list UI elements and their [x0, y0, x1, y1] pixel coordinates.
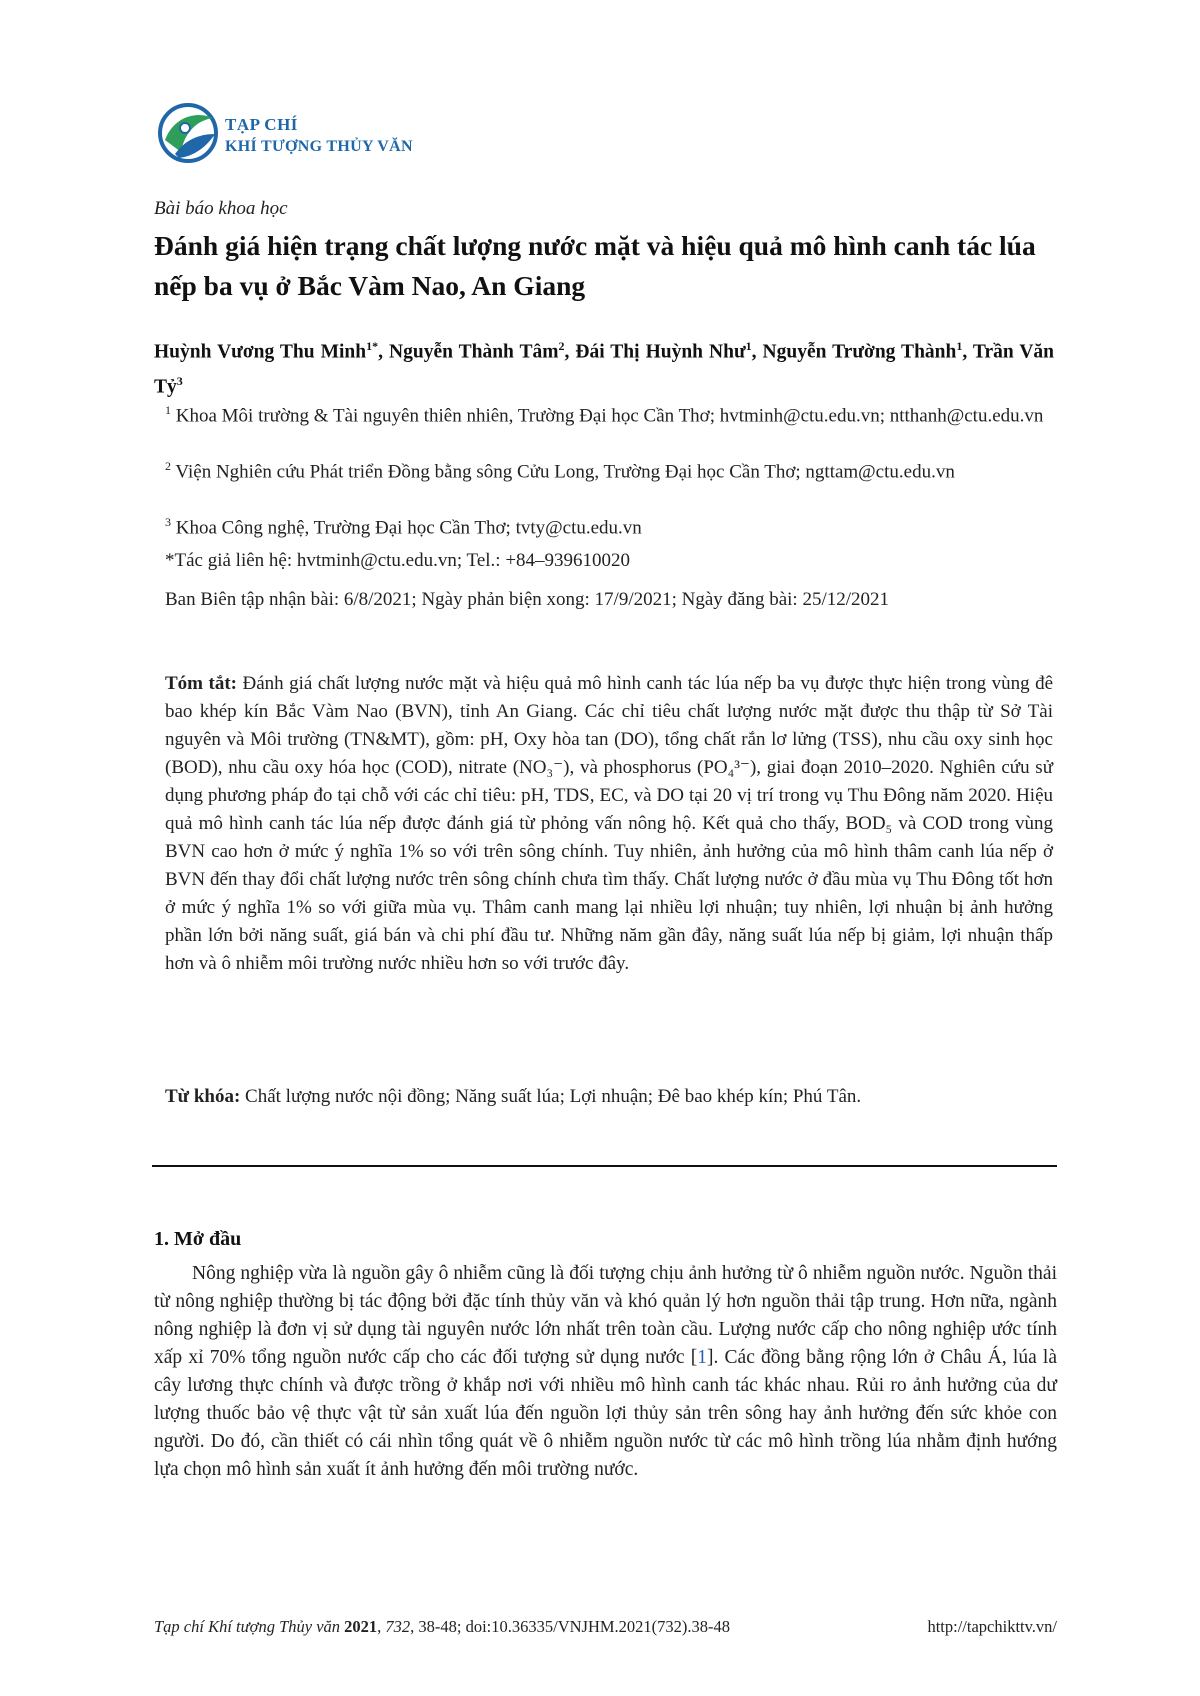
- author-affil-mark: 1: [956, 339, 963, 353]
- corresponding-author: *Tác giả liên hệ: hvtminh@ctu.edu.vn; Tel.: +84–939610020: [165, 550, 631, 571]
- affiliation-number: 3: [165, 515, 171, 529]
- section-divider: [152, 1165, 1057, 1167]
- author-affil-mark: 2: [558, 339, 565, 353]
- journal-name: [225, 114, 413, 158]
- intro-paragraph: [154, 1260, 1057, 1484]
- affiliation-text: Viện Nghiên cứu Phát triển Đồng bằng sông Cửu Long, Trường Đại học Cần Thơ; ngttam@ctu.edu.vn: [171, 461, 955, 483]
- author-name: Nguyễn Thành Tâm: [389, 341, 559, 363]
- footer-year: 2021: [344, 1617, 378, 1636]
- author-name: Trần Văn Tỷ: [154, 341, 1055, 397]
- journal-name-line2: KHÍ TƯỢNG THỦY VĂN: [225, 138, 413, 155]
- page-footer: Tạp chí Khí tượng Thủy văn 2021, 732, 38-48; doi:10.36335/VNJHM.2021(732).38-48 http://tapchikttv.vn/: [154, 1617, 1057, 1636]
- author-list: [154, 332, 1054, 401]
- author-sep: ,: [962, 341, 973, 363]
- keywords-label: Từ khóa:: [165, 1086, 241, 1107]
- globe-leaf-icon: [155, 100, 221, 166]
- affiliation-1: [165, 397, 1045, 429]
- paper-title: Đánh giá hiện trạng chất lượng nước mặt và hiệu quả mô hình canh tác lúa nếp ba vụ ở Bắc Vàm Nao, An Giang: [154, 230, 1036, 301]
- affiliation-3: [165, 509, 1045, 541]
- affiliation-text: Khoa Công nghệ, Trường Đại học Cần Thơ; tvty@ctu.edu.vn: [171, 517, 642, 539]
- author-sep: ,: [564, 341, 576, 363]
- affiliation-number: 2: [165, 459, 171, 473]
- keywords-text: Chất lượng nước nội đồng; Năng suất lúa; Lợi nhuận; Đê bao khép kín; Phú Tân.: [240, 1086, 862, 1107]
- abstract-text: Đánh giá chất lượng nước mặt và hiệu quả mô hình canh tác lúa nếp ba vụ được thực hiện trong vùng đê bao khép kín Bắc Vàm Nao (BVN), tỉnh An Giang. Các chỉ tiêu chất lượng nước mặt được thu thập từ Sở Tài nguyên và Môi trường (TN&MT), gồm: pH, Oxy hòa tan (DO), tổng chất rắn lơ lửng (TSS), nhu cầu oxy sinh học (BOD), nhu cầu oxy hóa học (COD), nitrate (NO₃⁻), và phosphorus (PO₄³⁻), giai đoạn 2010–2020. Nghiên cứu sử dụng phương pháp đo tại chỗ với các chỉ tiêu: pH, TDS, EC, và DO tại 20 vị trí trong vụ Thu Đông năm 2020. Hiệu quả mô hình canh tác lúa nếp được đánh giá từ phỏng vấn nông hộ. Kết quả cho thấy, BOD₅ và COD trong vùng BVN cao hơn ở mức ý nghĩa 1% so với trên sông chính. Tuy nhiên, ảnh hưởng của mô hình thâm canh lúa nếp ở BVN đến thay đổi chất lượng nước trên sông chính chưa tìm thấy. Chất lượng nước ở đầu mùa vụ Thu Đông tốt hơn ở mức ý nghĩa 1% so với giữa mùa vụ. Thâm canh mang lại nhiều lợi nhuận; tuy nhiên, lợi nhuận bị ảnh hưởng phần lớn bởi năng suất, giá bán và chi phí đầu tư. Những năm gần đây, năng suất lúa nếp bị giảm, lợi nhuận thấp hơn và ô nhiễm môi trường nước nhiều hơn so với trước đây.: [165, 673, 1054, 974]
- author-name: Nguyễn Trường Thành: [762, 341, 957, 363]
- footer-volume: 732: [385, 1617, 411, 1636]
- author-affil-mark: 1: [745, 339, 752, 353]
- journal-name-line1: TẠP CHÍ: [225, 115, 298, 134]
- article-type: Bài báo khoa học: [154, 198, 288, 219]
- footer-journal: Tạp chí Khí tượng Thủy văn: [154, 1617, 341, 1636]
- author-affil-mark: 3: [176, 373, 183, 388]
- author-name: Huỳnh Vương Thu Minh: [154, 341, 367, 363]
- abstract: [165, 670, 1053, 978]
- author-sep: ,: [378, 341, 390, 363]
- journal-logo: [155, 100, 475, 170]
- affiliation-2: [165, 453, 1045, 485]
- paragraph-text: Nông nghiệp vừa là nguồn gây ô nhiễm cũng là đối tượng chịu ảnh hưởng từ ô nhiễm nguồn nước. Nguồn thải từ nông nghiệp thường bị tác động bởi đặc tính thủy văn và khó quản lý hơn nguồn thải tập trung. Hơn nữa, ngành nông nghiệp là đơn vị sử dụng tài nguyên nước lớn nhất trên toàn cầu. Lượng nước cấp cho nông nghiệp ước tính xấp xỉ 70% tổng nguồn nước cấp cho các đối tượng sử dụng nước [: [154, 1263, 1057, 1368]
- footer-url[interactable]: http://tapchikttv.vn/: [927, 1617, 1057, 1636]
- keywords: [165, 1083, 1053, 1111]
- submission-dates: Ban Biên tập nhận bài: 6/8/2021; Ngày phản biện xong: 17/9/2021; Ngày đăng bài: 25/12/2021: [165, 589, 890, 610]
- abstract-label: Tóm tắt:: [165, 673, 237, 694]
- affiliation-text: Khoa Môi trường & Tài nguyên thiên nhiên, Trường Đại học Cần Thơ; hvtminh@ctu.edu.vn; ntthanh@ctu.edu.vn: [171, 405, 1044, 427]
- footer-citation: , 38-48; doi:10.36335/VNJHM.2021(732).38-48: [410, 1617, 731, 1636]
- section-heading: 1. Mở đầu: [154, 1228, 242, 1250]
- author-sep: ,: [751, 341, 763, 363]
- author-affil-mark: 1*: [366, 339, 379, 353]
- author-name: Đái Thị Huỳnh Như: [575, 341, 746, 363]
- affiliation-number: 1: [165, 403, 171, 417]
- paragraph-text: ]. Các đồng bằng rộng lớn ở Châu Á, lúa là cây lương thực chính và được trồng ở khắp nơi với nhiều mô hình canh tác khác nhau. Rủi ro ảnh hưởng của dư lượng thuốc bảo vệ thực vật từ sản xuất lúa đến nguồn lợi thủy sản trên sông hay ảnh hưởng đến sức khỏe con người. Do đó, cần thiết có cái nhìn tổng quát về ô nhiễm nguồn nước từ các mô hình trồng lúa nhằm định hướng lựa chọn mô hình sản xuất ít ảnh hưởng đến môi trường nước.: [154, 1347, 1057, 1480]
- citation-link[interactable]: 1: [697, 1347, 707, 1368]
